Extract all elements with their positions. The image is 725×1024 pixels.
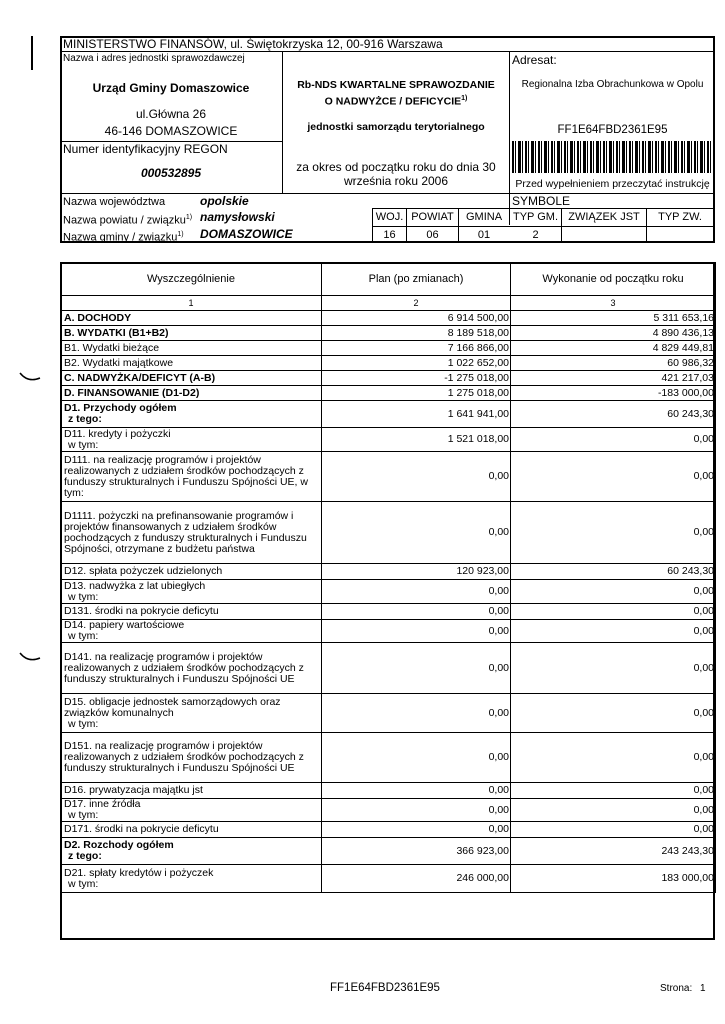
row-label [61,838,322,865]
plan-value: 0,00 [322,799,511,822]
row-label-text: D11. kredyty i pożyczki [64,427,171,440]
addressee-name: Regionalna Izba Obrachunkowa w Opolu [521,79,704,90]
plan-value: 0,00 [322,580,511,604]
header-divider [282,51,283,193]
execution-value: 0,00 [511,620,716,643]
execution-value: 4 829 449,81 [511,341,716,356]
row-label-text: D141. na realizację programów i projektów realizowanych z udziałem środków pochodzących z funduszy strukturalnych i Funduszu Spójności UE [64,650,304,685]
table-row [61,326,716,341]
column-number: 3 [511,296,716,311]
voivodeship-label: Nazwa województwa [63,196,166,208]
table-row [61,865,716,893]
row-label [61,311,322,326]
plan-value: 0,00 [322,694,511,733]
commune-label [63,229,184,244]
report-period-2: września roku 2006 [343,174,449,188]
row-label-sub: w tym: [68,630,99,642]
county-label [63,212,192,227]
execution-value: 0,00 [511,428,716,452]
code-label-typ-gm: TYP GM. [512,211,559,223]
row-label [61,356,322,371]
header-divider [60,51,715,52]
row-label [61,799,322,822]
report-title-line1: Rb-NDS KWARTALNE SPRAWOZDANIE [297,79,495,91]
regon-label: Numer identyfikacyjny REGON [63,142,228,156]
plan-value: 8 189 518,00 [322,326,511,341]
row-label-text: D1. Przychody ogółem [64,402,177,414]
row-label [61,401,322,428]
report-subject: jednostki samorządu terytorialnego [307,121,485,133]
table-row [61,502,716,564]
row-label [61,865,322,893]
code-value-woj: 16 [383,229,396,241]
execution-value: 0,00 [511,733,716,783]
table-row [61,733,716,783]
column-header: Plan (po zmianach) [322,263,511,296]
row-label [61,643,322,694]
row-label-text: D13. nadwyżka z lat ubiegłych [64,579,206,592]
code-label-woj: WOJ. [375,211,404,223]
column-header: Wyszczególnienie [61,263,322,296]
row-label [61,502,322,564]
plan-value: 246 000,00 [322,865,511,893]
row-label [61,326,322,341]
plan-value: 120 923,00 [322,564,511,580]
column-number: 1 [61,296,322,311]
plan-value: 0,00 [322,502,511,564]
code-label-powiat: POWIAT [411,211,454,223]
plan-value: 0,00 [322,620,511,643]
row-label-sub: w tym: [68,717,99,730]
row-label-text: D16. prywatyzacja majątku jst [64,784,203,796]
row-label-sub: z tego: [68,413,102,425]
ministry-title: MINISTERSTWO FINANSÓW, ul. Świętokrzyska 12, 00-916 Warszawa [63,37,443,51]
execution-value: 183 000,00 [511,865,716,893]
table-row [61,371,716,386]
code-label-typ-zw: TYP ZW. [658,211,702,223]
table-row [61,401,716,428]
execution-value: 0,00 [511,452,716,502]
table-row [61,356,716,371]
row-label [61,783,322,799]
plan-value: 0,00 [322,733,511,783]
row-label-sub: w tym: [68,438,99,451]
header-divider [509,51,510,225]
footnote-marker: 1) [461,95,468,102]
column-number-row [61,296,716,311]
execution-value: 0,00 [511,799,716,822]
code-value-typ-gm: 2 [532,229,539,241]
plan-value: -1 275 018,00 [322,371,511,386]
execution-value: 0,00 [511,822,716,838]
voivodeship-value: opolskie [200,194,249,208]
report-title-2 [284,93,508,108]
row-label [61,371,322,386]
column-header: Wykonanie od początku roku [511,263,716,296]
execution-value: 60 986,32 [511,356,716,371]
report-title [284,79,508,91]
execution-value: 0,00 [511,604,716,620]
commune-value: DOMASZOWICE [200,227,293,241]
row-label-text: D15. obligacje jednostek samorządowych oraz związków komunalnych [64,695,281,719]
row-label [61,620,322,643]
table-row [61,452,716,502]
table-row [61,620,716,643]
row-label-text: D21. spłaty kredytów i pożyczek [64,866,214,879]
row-label-sub: w tym: [68,877,99,890]
table-row [61,643,716,694]
row-label [61,452,322,502]
row-label-text: D17. inne źródła [64,798,141,810]
row-label [61,604,322,620]
row-label-text: A. DOCHODY [64,311,132,324]
execution-value: 60 243,30 [511,401,716,428]
execution-value: -183 000,00 [511,386,716,401]
plan-value: 6 914 500,00 [322,311,511,326]
table-row [61,386,716,401]
execution-value: 5 311 653,16 [511,311,716,326]
row-label [61,341,322,356]
code-value-powiat: 06 [426,229,439,241]
table-row [61,341,716,356]
table-body [61,311,716,893]
margin-mark-left-1 [18,370,42,384]
table-row [61,311,716,326]
plan-value: 0,00 [322,604,511,620]
row-label-text: D1111. pożyczki na prefinansowanie programów i projektów finansowanych z udziałem środków pochodzących z funduszy strukturalnych i Funduszu Spójności, otrzymane z budżetu państwa [64,509,307,555]
row-label-text: B2. Wydatki majątkowe [64,356,174,369]
barcode [512,141,712,173]
row-label [61,564,322,580]
unit-city: 46-146 DOMASZOWICE [104,124,238,138]
column-number: 2 [322,296,511,311]
row-label-text: B1. Wydatki bieżące [64,341,160,354]
row-label-text: D171. środki na pokrycie deficytu [64,823,219,835]
execution-value: 0,00 [511,643,716,694]
report-title-line2: O NADWYŻCE / DEFICYCIE [324,95,462,108]
row-label-text: C. NADWYŻKA/DEFICYT (A-B) [64,371,216,384]
table-row [61,799,716,822]
table-row [61,604,716,620]
row-label [61,428,322,452]
execution-value: 0,00 [511,502,716,564]
table-row [61,783,716,799]
header-divider [372,226,715,227]
row-label-text: D14. papiery wartościowe [64,619,185,631]
table-row [61,838,716,865]
code-label-gmina: GMINA [465,211,503,223]
plan-value: 0,00 [322,783,511,799]
regon-value: 000532895 [140,166,202,180]
execution-value: 0,00 [511,694,716,733]
row-label-text: D2. Rozchody ogółem [64,839,174,851]
report-table [60,262,716,893]
row-label [61,386,322,401]
footnote-marker: 1) [177,231,184,238]
table-row [61,822,716,838]
commune-label-text: Nazwa gminy / związku [63,231,178,244]
header-divider [372,208,715,209]
row-label [61,822,322,838]
execution-value: 0,00 [511,783,716,799]
row-label-text: D12. spłata pożyczek udzielonych [64,565,223,577]
symbols-label: SYMBOLE [511,194,571,208]
plan-value: 366 923,00 [322,838,511,865]
execution-value: 243 243,30 [511,838,716,865]
table-row [61,580,716,604]
footnote-marker: 1) [185,214,193,221]
table-header-row [61,263,716,296]
plan-value: 7 166 866,00 [322,341,511,356]
page-number: 1 [700,983,706,994]
unit-street: ul.Główna 26 [135,107,207,121]
row-label-text: D111. na realizację programów i projektów realizowanych z udziałem środków pochodzących z funduszy strukturalnych i Funduszu Spójności UE, w tym: [64,453,308,499]
execution-value: 60 243,30 [511,564,716,580]
document-code: FF1E64FBD2361E95 [557,124,668,136]
plan-value: 1 521 018,00 [322,428,511,452]
row-label-sub: z tego: [68,850,102,862]
plan-value: 1 641 941,00 [322,401,511,428]
table-row [61,694,716,733]
addressee-label: Adresat: [512,53,557,67]
row-label-sub: w tym: [68,590,99,603]
footer-doc-code: FF1E64FBD2361E95 [330,982,440,994]
row-label-text: D131. środki na pokrycie deficytu [64,605,219,617]
row-label [61,694,322,733]
plan-value: 1 022 652,00 [322,356,511,371]
county-value: namysłowski [200,210,275,224]
report-period-1: za okres od początku roku do dnia 30 [296,160,496,174]
execution-value: 4 890 436,13 [511,326,716,341]
row-label [61,733,322,783]
row-label [61,580,322,604]
row-label-text: B. WYDATKI (B1+B2) [64,326,169,339]
unit-name: Urząd Gminy Domaszowice [92,81,250,95]
plan-value: 0,00 [322,643,511,694]
table-row [61,564,716,580]
execution-value: 421 217,03 [511,371,716,386]
county-label-text: Nazwa powiatu / związku [63,214,186,227]
code-label-zwiazek: ZWIĄZEK JST [568,211,640,223]
row-label-sub: w tym: [68,809,99,821]
row-label-text: D. FINANSOWANIE (D1-D2) [64,386,200,399]
table-row [61,428,716,452]
plan-value: 0,00 [322,822,511,838]
execution-value: 0,00 [511,580,716,604]
row-label-text: D151. na realizację programów i projektów realizowanych z udziałem środków pochodzących z funduszy strukturalnych i Funduszu Spójności UE [64,740,304,774]
margin-mark-top [31,36,33,70]
unit-label: Nazwa i adres jednostki sprawozdawczej [63,53,245,64]
margin-mark-left-2 [18,650,42,664]
instruction-note: Przed wypełnieniem przeczytać instrukcję [515,178,710,190]
plan-value: 0,00 [322,452,511,502]
plan-value: 1 275 018,00 [322,386,511,401]
code-value-gmina: 01 [477,229,491,241]
page-label: Strona: [660,983,693,994]
